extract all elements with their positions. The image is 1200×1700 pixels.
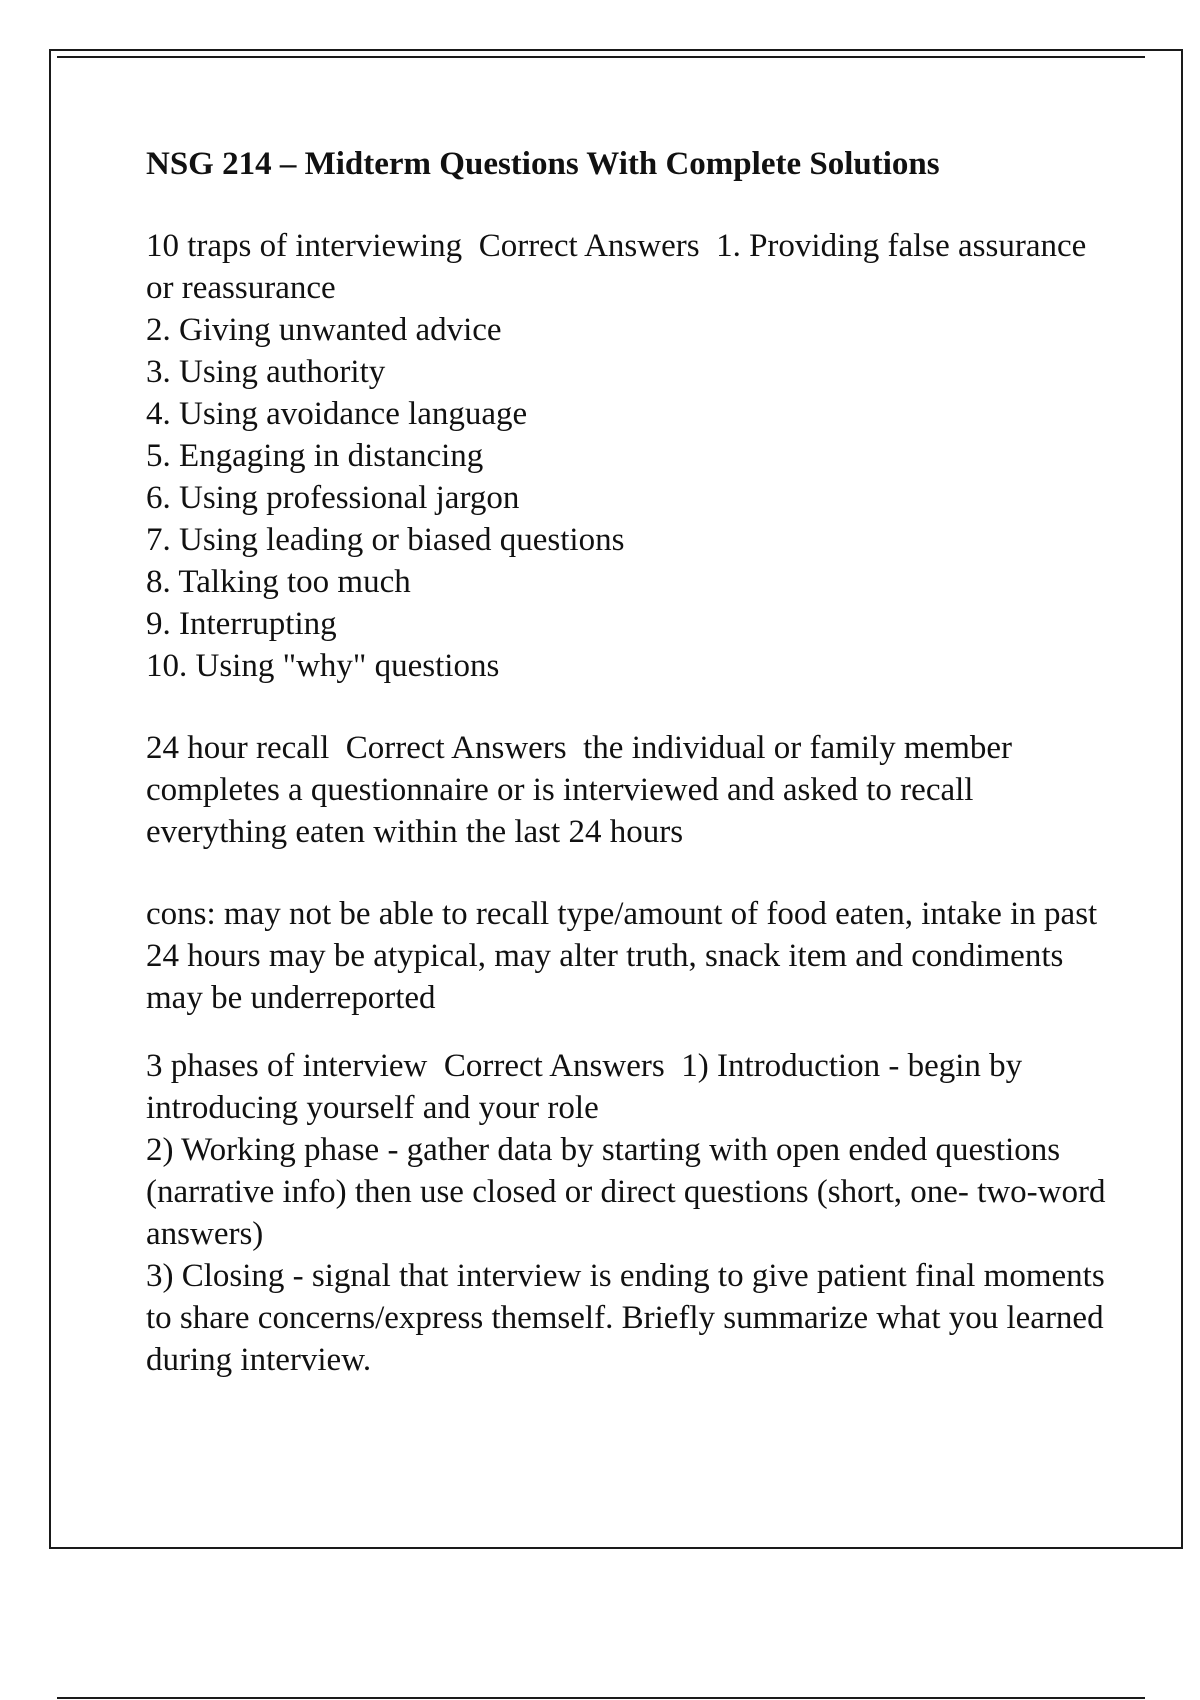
question-text: 24 hour recall	[146, 730, 330, 766]
answer-line: 2) Working phase - gather data by starting with open ended questions (narrative info) then use closed or direct questions (short, one- two-word answers)	[146, 1132, 1106, 1252]
answer-line: the individual or family member completes a questionnaire or is interviewed and asked to recall everything eaten within the last 24 hours	[146, 730, 1021, 850]
answer-line: cons: may not be able to recall type/amount of food eaten, intake in past 24 hours may be atypical, may alter truth, snack item and condiments may be underreported	[146, 896, 1098, 1016]
qa-first-line	[146, 727, 1106, 853]
answer-line: 6. Using professional jargon	[146, 480, 520, 516]
qa-item-recall-cons	[146, 893, 1106, 1019]
question-text: 10 traps of interviewing	[146, 228, 463, 264]
answer-line: 1. Providing false assurance or reassurance	[146, 228, 1095, 306]
document-title: NSG 214 – Midterm Questions With Complete Solutions	[146, 146, 940, 182]
qa-first-line	[146, 1045, 1106, 1129]
answer-line: 2. Giving unwanted advice	[146, 312, 502, 348]
bottom-rule	[57, 1697, 1145, 1699]
answer-line: 4. Using avoidance language	[146, 396, 528, 432]
qa-item-traps	[146, 225, 1106, 687]
answer-line: 5. Engaging in distancing	[146, 438, 484, 474]
answer-line: 10. Using "why" questions	[146, 648, 500, 684]
answer-line: 7. Using leading or biased questions	[146, 522, 625, 558]
top-rule	[57, 56, 1145, 58]
answer-label: Correct Answers	[478, 228, 700, 264]
answer-line: 1) Introduction - begin by introducing yourself and your role	[146, 1048, 1031, 1126]
answer-label: Correct Answers	[345, 730, 567, 766]
document-body	[146, 143, 1106, 1421]
answer-line: 3) Closing - signal that interview is ending to give patient final moments to share concerns/express themself. Briefly summarize what you learned during interview.	[146, 1258, 1105, 1378]
answer-line: 8. Talking too much	[146, 564, 411, 600]
qa-item-24-hour-recall	[146, 727, 1106, 853]
qa-first-line	[146, 225, 1106, 309]
answer-line: 9. Interrupting	[146, 606, 337, 642]
answer-line: 3. Using authority	[146, 354, 386, 390]
answer-label: Correct Answers	[443, 1048, 665, 1084]
qa-item-interview-phases	[146, 1045, 1106, 1381]
question-text: 3 phases of interview	[146, 1048, 428, 1084]
